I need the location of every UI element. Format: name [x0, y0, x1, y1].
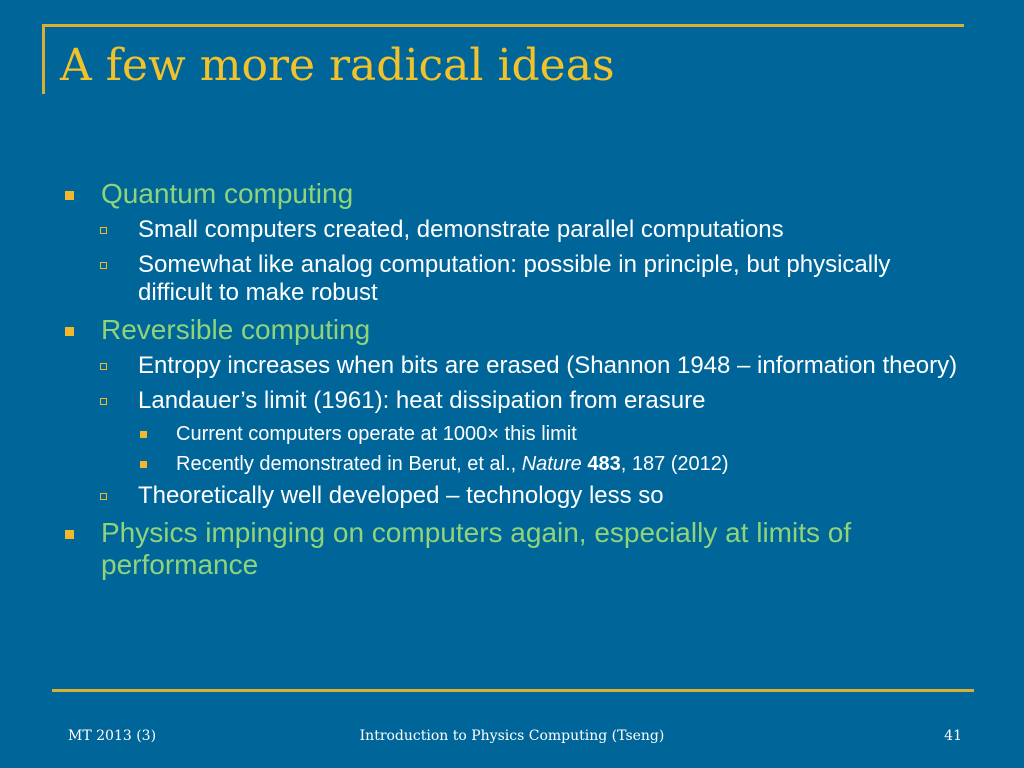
footer-presentation-title: Introduction to Physics Computing (Tseng) [359, 728, 665, 744]
slide-body [60, 178, 960, 587]
hollow-square-bullet-icon [100, 262, 107, 269]
hollow-square-bullet-icon [100, 363, 107, 370]
footer-course-label: MT 2013 (3) [68, 728, 157, 744]
square-bullet-icon [65, 191, 74, 200]
slide-number: 41 [944, 728, 962, 744]
bullet-text: Quantum computing [101, 178, 354, 209]
sub-sub-bullet-current-computers [60, 422, 960, 446]
hollow-square-bullet-icon [100, 493, 107, 500]
footer-rule [52, 689, 974, 692]
sub-bullet-analog-computation [60, 251, 960, 307]
citation-journal: Nature [521, 453, 582, 475]
small-square-bullet-icon [140, 431, 147, 438]
sub-bullet-text: Entropy increases when bits are erased (Shannon 1948 – information theory) [138, 352, 958, 379]
sub-bullet-theoretically-developed [60, 482, 960, 510]
small-square-bullet-icon [140, 461, 147, 468]
square-bullet-icon [65, 327, 74, 336]
sub-bullet-text: Theoretically well developed – technology less so [138, 482, 664, 509]
bullet-reversible-computing [60, 314, 960, 346]
hollow-square-bullet-icon [100, 227, 107, 234]
title-frame-vertical-rule [42, 24, 45, 94]
slide-title: A few more radical ideas [60, 40, 615, 91]
bullet-physics-impinging [60, 517, 960, 581]
sub-bullet-entropy [60, 352, 960, 380]
sub-bullet-text: Small computers created, demonstrate parallel computations [138, 216, 784, 243]
sub-bullet-landauer-limit [60, 387, 960, 415]
citation-text-after: , 187 (2012) [620, 453, 729, 475]
citation-text-before: Recently demonstrated in Berut, et al., [176, 453, 522, 475]
sub-sub-bullet-text: Current computers operate at 1000× this limit [176, 423, 577, 445]
title-frame-horizontal-rule [42, 24, 964, 27]
square-bullet-icon [65, 530, 74, 539]
citation-volume: 483 [587, 453, 621, 475]
sub-bullet-text: Landauer’s limit (1961): heat dissipation from erasure [138, 387, 706, 414]
bullet-text: Physics impinging on computers again, especially at limits of performance [101, 517, 852, 580]
hollow-square-bullet-icon [100, 398, 107, 405]
sub-bullet-small-computers [60, 216, 960, 244]
bullet-quantum-computing [60, 178, 960, 210]
sub-bullet-text: Somewhat like analog computation: possible in principle, but physically difficult to make robust [138, 251, 891, 306]
sub-sub-bullet-berut-citation [60, 452, 960, 476]
bullet-text: Reversible computing [101, 314, 371, 345]
